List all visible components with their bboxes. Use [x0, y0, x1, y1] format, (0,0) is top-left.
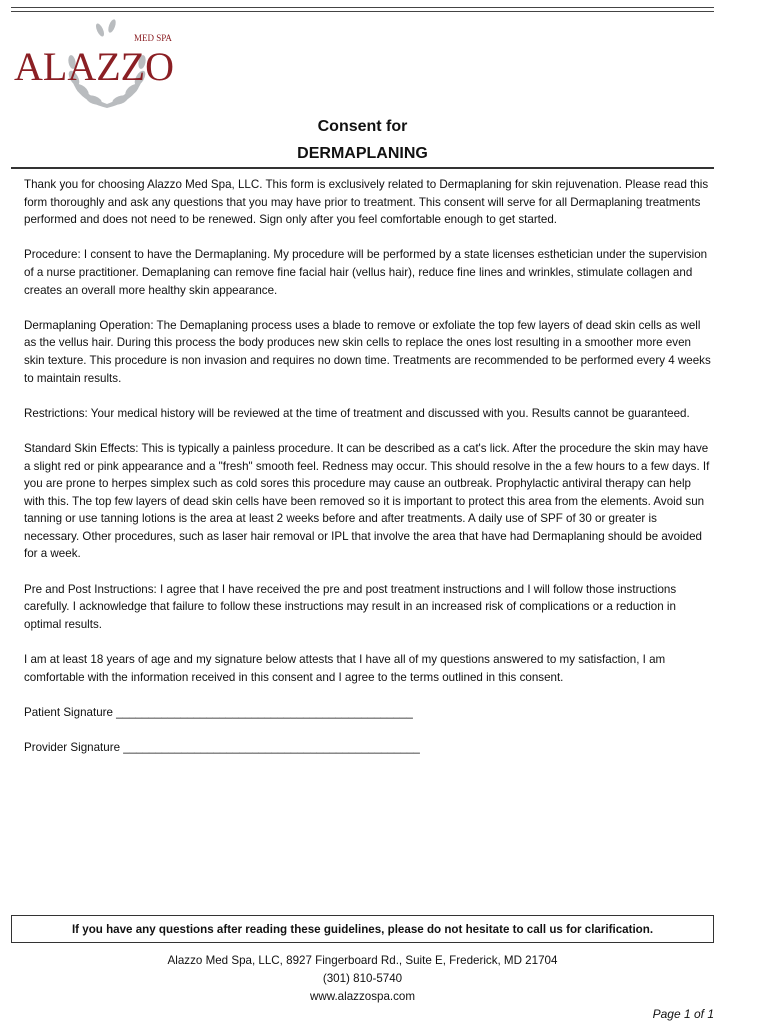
- skin-effects-paragraph: Standard Skin Effects: This is typically a painless procedure. It can be described as a cat's lick. After the procedure the skin may have a slight red or pink appearance and a "fresh" smooth feel. Redness may occur. This should resolve in the a few hours to a few days. If you are prone to herpes simplex such as cold sores this procedure may cause an outbreak. Prophylactic antiviral therapy can help with this. The top few layers of dead skin cells have been removed so it is important to protect this area from the elements. Avoid sun tanning or use tanning lotions is the area at least 2 weeks before and after treatments. A daily use of SPF of 30 or greater is necessary. Other procedures, such as laser hair removal or IPL that involve the area that have had Dermaplaning should be avoided for a week.: [24, 441, 710, 561]
- footer-phone: (301) 810-5740: [322, 972, 403, 985]
- footer-address: Alazzo Med Spa, LLC, 8927 Fingerboard Rd., Suite E, Frederick, MD 21704: [167, 954, 558, 967]
- procedure-paragraph: Procedure: I consent to have the Dermaplaning. My procedure will be performed by a state licenses esthetician under the supervision of a nurse practitioner. Demaplaning can remove fine facial hair (vellus hair), reduce fine lines and wrinkles, stimulate collagen and creates an overall more healthy skin appearance.: [24, 248, 708, 297]
- operation-paragraph: Dermaplaning Operation: The Demaplaning process uses a blade to remove or exfoliate the top few layers of dead skin cells as well as the vellus hair. During this process the body produces new skin cells to replace the ones lost resulting in a smoother more even skin texture. This procedure is non invasion and requires no down time. Treatments are recommended to be performed every 4 weeks to maintain results.: [24, 318, 711, 385]
- consent-body: [24, 176, 714, 774]
- form-title-line1: Consent for: [317, 118, 408, 135]
- form-title-line2: DERMAPLANING: [297, 145, 428, 162]
- pre-post-paragraph: Pre and Post Instructions: I agree that I have received the pre and post treatment instructions and I will follow those instructions carefully. I acknowledge that failure to follow these instructions may result in an increased risk of complications or a reduction in optimal results.: [24, 582, 677, 631]
- alazzo-logo: [12, 16, 202, 111]
- patient-signature-line[interactable]: Patient Signature ______________________________________________: [24, 705, 413, 719]
- page-number: Page 1 of 1: [652, 1007, 714, 1021]
- callout-text: If you have any questions after reading these guidelines, please do not hesitate to call us for clarification.: [71, 922, 654, 936]
- top-rule-1: [11, 7, 714, 8]
- logo-wordmark: ALAZZO: [14, 44, 174, 89]
- attestation-paragraph: I am at least 18 years of age and my signature below attests that I have all of my questions answered to my satisfaction, I am comfortable with the information received in this consent and I agree to the terms outlined in this consent.: [24, 653, 666, 684]
- top-rule-2: [11, 11, 714, 12]
- questions-callout: [11, 915, 714, 943]
- logo-subtitle: MED SPA: [134, 33, 172, 43]
- provider-signature-line[interactable]: Provider Signature ______________________________________________: [24, 741, 420, 754]
- restrictions-paragraph: Restrictions: Your medical history will be reviewed at the time of treatment and discussed with you. Results cannot be guaranteed.: [24, 406, 690, 420]
- footer-website[interactable]: www.alazzospa.com: [309, 990, 416, 1003]
- title-rule: [11, 167, 714, 169]
- intro-paragraph: Thank you for choosing Alazzo Med Spa, LLC. This form is exclusively related to Dermaplaning for skin rejuvenation. Please read this form thoroughly and ask any questions that you may have prior to treatment. This consent will serve for all Dermaplaning treatments performed and does not need to be renewed. Sign only after you feel comfortable enough to get started.: [24, 178, 709, 227]
